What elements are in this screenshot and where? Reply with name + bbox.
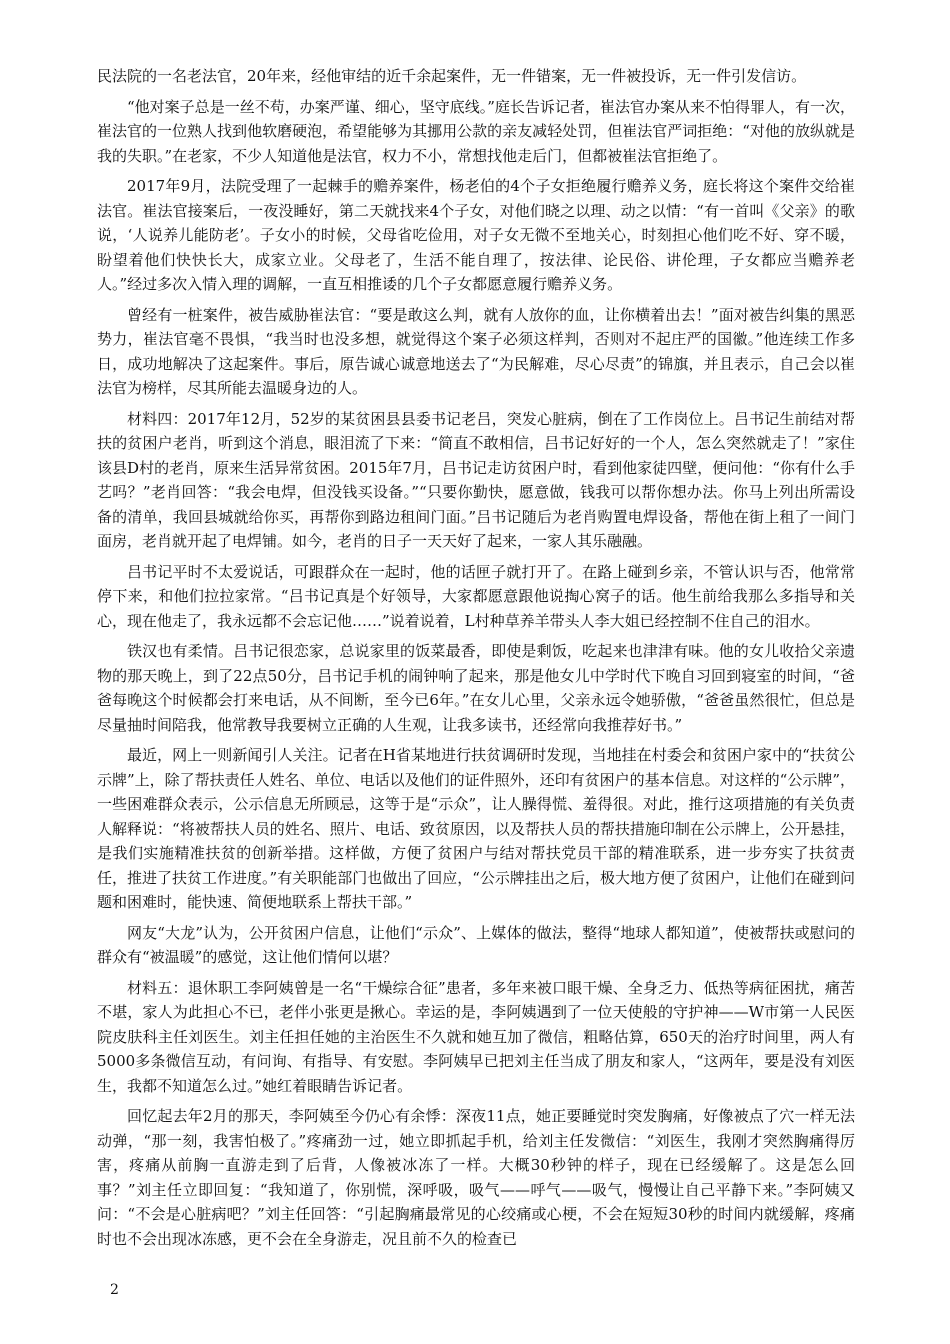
paragraph: 2017年9月，法院受理了一起棘手的赡养案件，杨老伯的4个子女拒绝履行赡养义务，庭长将这个案件交给崔法官。崔法官接案后，一夜没睡好，第二天就找来4个子女，对他们晓之以理、动之以情：“有一首叫《父亲》的歌说，‘人说养儿能防老’。子女小的时候，父母省吃俭用，对子女无微不至地关心，时刻担心他们吃不好、穿不暖，盼望着他们快快长大，成家立业。父母老了，生活不能自理了，按法律、论民俗、讲伦理，子女都应当赡养老人。”经过多次入情入理的调解，一直互相推诿的几个子女都愿意履行赡养义务。 (97, 177, 855, 293)
paragraph: 材料五：退休职工李阿姨曾是一名“干燥综合征”患者，多年来被口眼干燥、全身乏力、低热等病征困扰，痛苦不堪，家人为此担心不已，老伴小张更是揪心。幸运的是，李阿姨遇到了一位天使般的守护神——W市第一人民医院皮肤科主任刘医生。刘主任担任她的主治医生不久就和她互加了微信，粗略估算，650天的治疗时间里，两人有5000多条微信互动，有问询、有指导、有安慰。李阿姨早已把刘主任当成了朋友和家人，“这两年，要是没有刘医生，我都不知道怎么过。”她红着眼睛告诉记者。 (97, 978, 855, 1095)
paragraph: 铁汉也有柔情。吕书记很恋家，总说家里的饭菜最香，即使是剩饭，吃起来也津津有味。他的女儿收拾父亲遗物的那天晚上，到了22点50分，吕书记手机的闹钟响了起来，那是他女儿中学时代下晚自习回到寝室的时间，“爸爸每晚这个时候都会打来电话，从不间断，至今已6年。”在女儿心里，父亲永远令她骄傲，“爸爸虽然很忙，但总是尽量抽时间陪我，他常教导我要树立正确的人生观，让我多读书，还经常向我推荐好书。” (97, 642, 855, 734)
paragraph: 网友“大龙”认为，公开贫困户信息，让他们“示众”、上媒体的做法，整得“地球人都知道”，使被帮扶或慰问的群众有“被温暖”的感觉，这让他们情何以堪？ (97, 923, 855, 966)
paragraph: 最近，网上一则新闻引人关注。记者在H省某地进行扶贫调研时发现，当地挂在村委会和贫困户家中的“扶贫公示牌”上，除了帮扶责任人姓名、单位、电话以及他们的证件照外，还印有贫困户的基本信息。对这样的“公示牌”，一些困难群众表示，公示信息无所顾忌，这等于是“示众”，让人臊得慌、羞得很。对此，推行这项措施的有关负责人解释说：“将被帮扶人员的姓名、照片、电话、致贫原因，以及帮扶人员的帮扶措施印制在公示牌上，公开悬挂，是我们实施精准扶贫的创新举措。这样做，方便了贫困户与结对帮扶党员干部的精准联系，进一步夯实了扶贫责任，推进了扶贫工作进度。”有关职能部门也做出了回应，“公示牌挂出之后，极大地方便了贫困户，让他们在碰到问题和困难时，能快速、简便地联系上帮扶干部。” (97, 746, 856, 911)
paragraph: 民法院的一名老法官，20年来，经他审结的近千余起案件，无一件错案，无一件被投诉，无一件引发信访。 (97, 67, 807, 85)
paragraph: 材料四：2017年12月，52岁的某贫困县县委书记老吕，突发心脏病，倒在了工作岗位上。吕书记生前结对帮扶的贫困户老肖，听到这个消息，眼泪流了下来：“简直不敢相信，吕书记好好的一个人，怎么突然就走了！”家住该县D村的老肖，原来生活异常贫困。2015年7月，吕书记走访贫困户时，看到他家徒四壁，便问他：“你有什么手艺吗？”老肖回答：“我会电焊，但没钱买设备。”“只要你勤快，愿意做，钱我可以帮你想办法。你马上列出所需设备的清单，我回县城就给你买，再帮你到路边租间门面。”吕书记随后为老肖购置电焊设备，帮他在街上租了一间门面房，老肖就开起了电焊铺。如今，老肖的日子一天天好了起来，一家人其乐融融。 (97, 409, 855, 550)
paragraph: 吕书记平时不太爱说话，可跟群众在一起时，他的话匣子就打开了。在路上碰到乡亲，不管认识与否，他常常停下来，和他们拉拉家常。“吕书记真是个好领导，大家都愿意跟他说掏心窝子的话。他生前给我那么多指导和关心，现在他走了，我永远都不会忘记他……”说着说着，L村种草养羊带头人李大姐已经控制不住自己的泪水。 (97, 562, 855, 630)
page-number: 2 (110, 1282, 119, 1298)
paragraph: 回忆起去年2月的那天，李阿姨至今仍心有余悸：深夜11点，她正要睡觉时突发胸痛，好像被点了穴一样无法动弹，“那一刻，我害怕极了。”疼痛劲一过，她立即抓起手机，给刘主任发微信：“刘医生，我刚才突然胸痛得厉害，疼痛从前胸一直游走到了后背，人像被冰冻了一样。大概30秒钟的样子，现在已经缓解了。这是怎么回事？”刘主任立即回复：“我知道了，你别慌，深呼吸，吸气——呼气——吸气，慢慢让自己平静下来。”李阿姨又问：“不会是心脏病吧？”刘主任回答：“引起胸痛最常见的心绞痛或心梗，不会在短短30秒的时间内就缓解，疼痛时也不会出现冰冻感，更不会在全身游走，况且前不久的检查已 (97, 1107, 855, 1248)
document-body (97, 64, 855, 1257)
paragraph: 曾经有一桩案件，被告威胁崔法官：“要是敢这么判，就有人放你的血，让你横着出去！”面对被告纠集的黑恶势力，崔法官毫不畏惧，“我当时也没多想，就觉得这个案子必须这样判，否则对不起庄严的国徽。”他连续工作多日，成功地解决了这起案件。事后，原告诚心诚意地送去了“为民解难，尽心尽责”的锦旗，并且表示，自己会以崔法官为榜样，尽其所能去温暖身边的人。 (97, 305, 855, 397)
paragraph: “他对案子总是一丝不苟，办案严谨、细心，坚守底线。”庭长告诉记者，崔法官办案从来不怕得罪人，有一次，崔法官的一位熟人找到他软磨硬泡，希望能够为其挪用公款的亲友减轻处罚，但崔法官严词拒绝：“对他的放纵就是我的失职。”在老家，不少人知道他是法官，权力不小，常想找他走后门，但都被崔法官拒绝了。 (97, 97, 855, 165)
